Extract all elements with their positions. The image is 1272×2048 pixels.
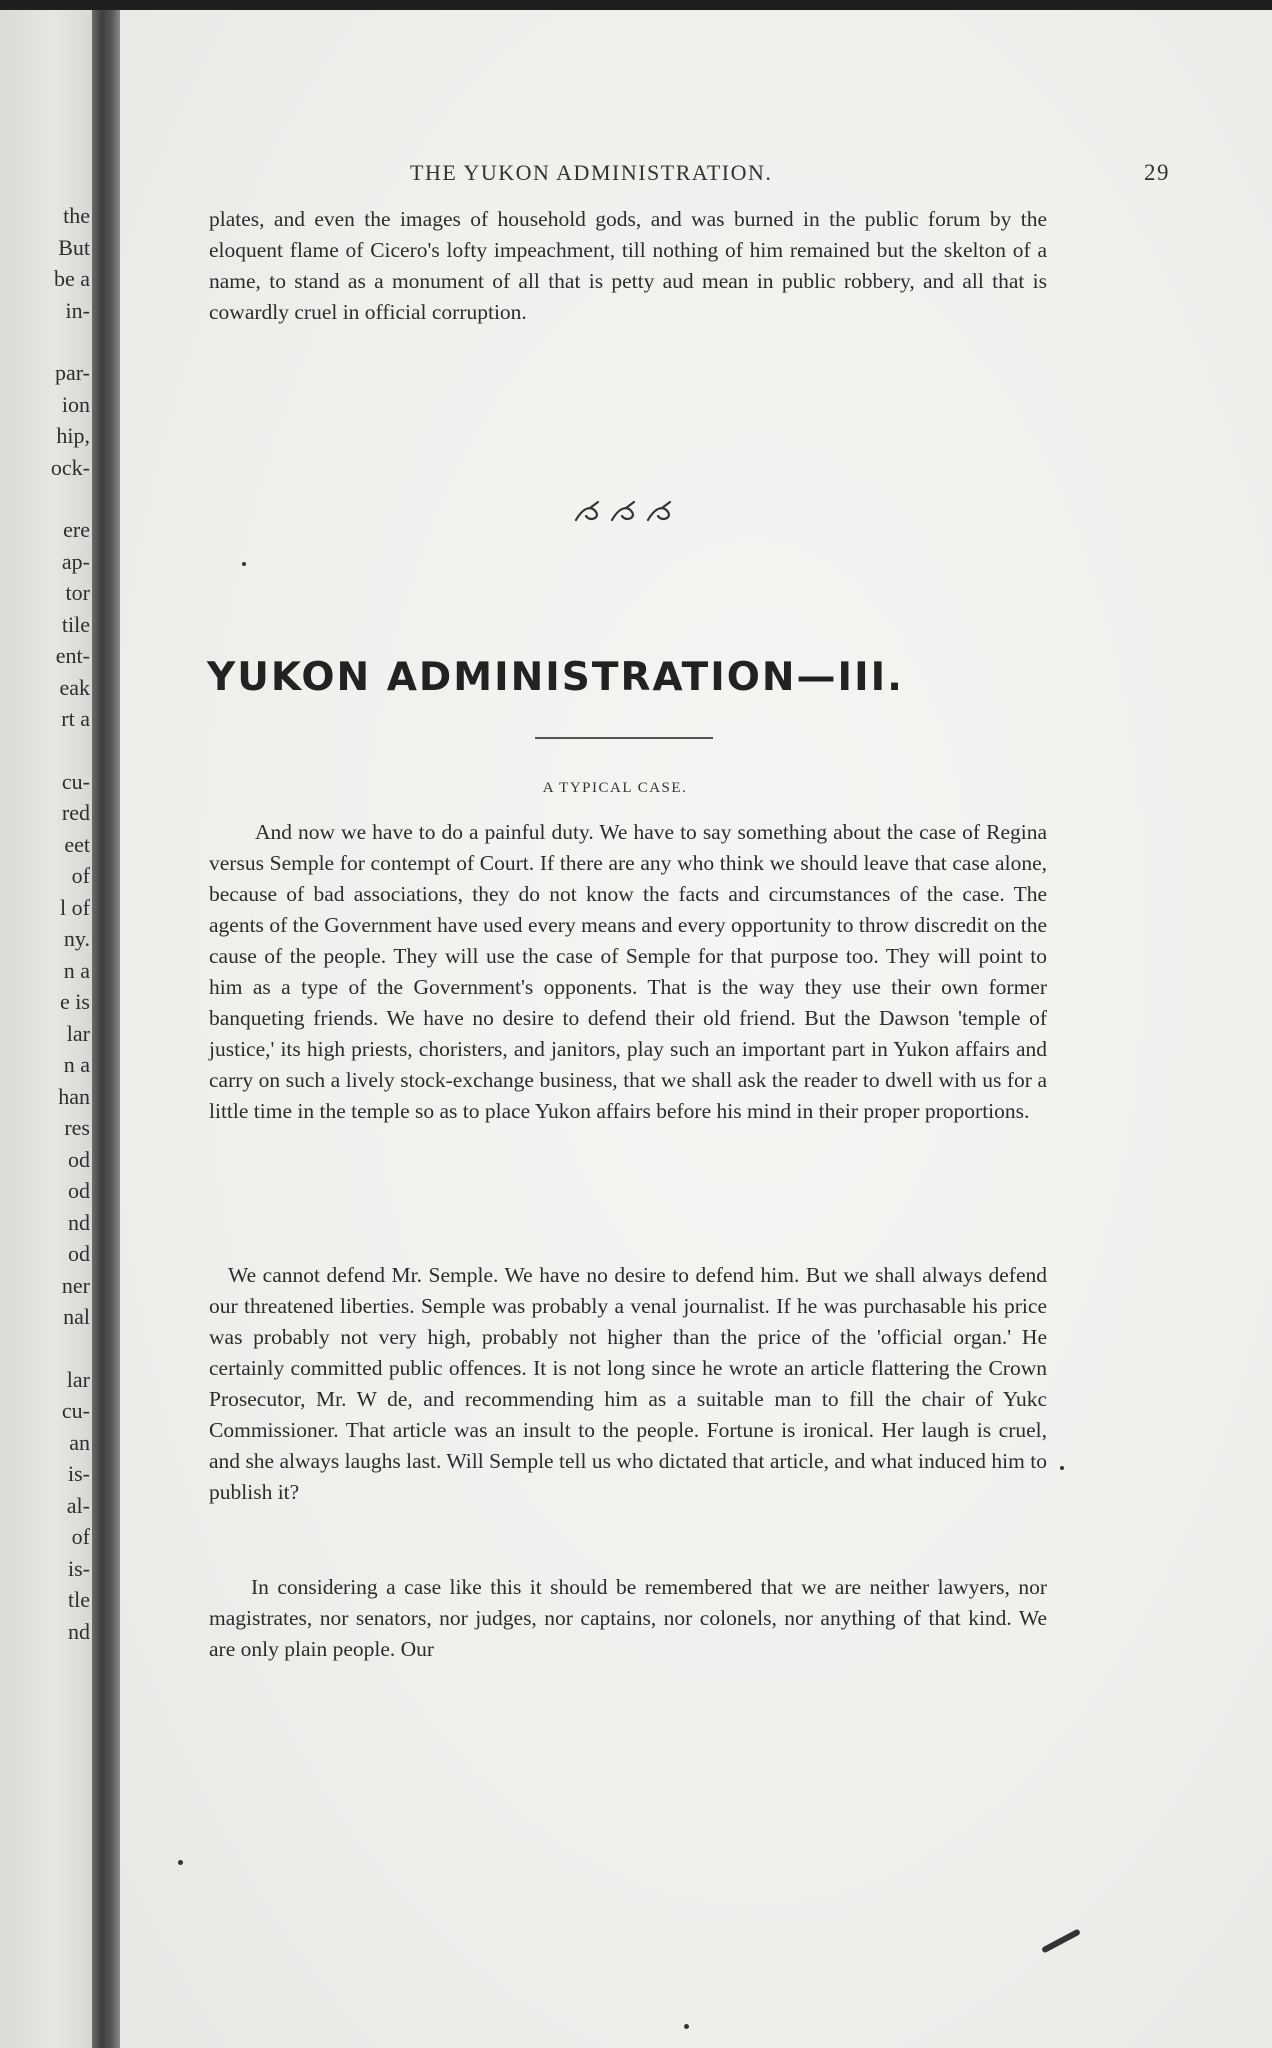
facing-page-fragment: n a (63, 957, 90, 983)
facing-page-fragment: is- (68, 1555, 90, 1581)
chapter-headline: YUKON ADMINISTRATION—III. (207, 655, 904, 700)
facing-page-fragment: ion (61, 391, 90, 417)
facing-page-fragment: od (68, 1241, 90, 1266)
facing-page-fragment: al- (66, 1492, 90, 1518)
facing-page-fragment: the (63, 203, 90, 228)
facing-page-fragment: l of (60, 894, 90, 920)
facing-page-fragment: an (69, 1429, 90, 1455)
ink-speck (1060, 1466, 1064, 1470)
facing-page-fragment: ock- (50, 454, 90, 480)
facing-page-fragment: res (64, 1115, 90, 1140)
facing-page-fragment: in- (65, 297, 90, 323)
facing-page-fragment: ny. (63, 926, 90, 951)
facing-page-fragment: tle (68, 1587, 90, 1612)
facing-page-fragment: nal (63, 1304, 90, 1329)
running-title: THE YUKON ADMINISTRATION. (410, 160, 773, 185)
facing-page-fragment: n a (63, 1052, 90, 1077)
facing-page-fragment: cu- (61, 1398, 90, 1423)
page-number: 29 (1144, 160, 1170, 185)
fleuron-ornament-icon (570, 498, 680, 528)
facing-page-fragment: lar (66, 1366, 90, 1392)
facing-page-fragment: of (71, 1524, 90, 1549)
facing-page-fragment: hip, (56, 423, 90, 448)
facing-page-fragment: ap- (61, 548, 90, 574)
body-paragraph-2: We cannot defend Mr. Semple. We have no desire to defend him. But we shall always defend our threatened liberties. Semple was probably a venal journalist. If he was purchasable his price was probably not very high, probably not higher than the price of the 'official organ.' He certainly committed public offences. It is not long since he wrote an article flattering the Crown Prosecutor, Mr. W de, and recommending him as a suitable man to fill the chair of Yukc Commissioner. That article was an insult to the people. Fortune is ironical. Her laugh is cruel, and she always laughs last. Will Semple tell us who dictated that article, and what induced him to publish it? (209, 1263, 1047, 1504)
facing-page-fragment: nd (68, 1618, 90, 1644)
facing-page-edge (0, 10, 92, 2048)
facing-page-fragment: rt a (61, 706, 90, 731)
body-paragraph-3: In considering a case like this it should be remembered that we are neither lawyers, nor magistrates, nor senators, nor judges, nor captains, nor colonels, nor anything of that kind. We are only plain people. Our (209, 1575, 1047, 1661)
facing-page-fragment: red (61, 800, 90, 825)
ink-speck (178, 1860, 183, 1865)
facing-page-fragment: ent- (55, 643, 90, 668)
facing-page-fragment: par- (55, 360, 90, 385)
body-paragraph-1: And now we have to do a painful duty. We have to say something about the case of Regina versus Semple for contempt of Court. If there are any who think we should leave that case alone, because of bad associations, they do not know the facts and circumstances of the case. The agents of the Government have used every means and every opportunity to throw discredit on the cause of the people. They will use the case of Semple for that purpose too. They will point to him as a type of the Government's opponents. That is the way they use their own former banqueting friends. We have no desire to defend their old friend. But the Dawson 'temple of justice,' its high priests, choristers, and janitors, play such an important part in Yukon affairs and carry on such a lively stock-exchange business, that we shall ask the reader to dwell with us for a little time in the temple so as to place Yukon affairs before his mind in their proper proportions. (209, 820, 1047, 1123)
ink-speck (242, 562, 246, 566)
facing-page-fragment: e is (60, 989, 90, 1014)
facing-page-fragment: od (68, 1178, 90, 1203)
facing-page-fragment: is- (68, 1461, 90, 1486)
facing-page-fragment: han (58, 1083, 90, 1109)
facing-page-fragment: cu- (61, 768, 90, 794)
facing-page-fragment: ner (61, 1272, 90, 1298)
top-border (0, 0, 1272, 10)
facing-page-fragment: of (71, 863, 90, 888)
book-spine-shadow (92, 10, 120, 2048)
intro-paragraph: plates, and even the images of household gods, and was burned in the public forum by the eloquent flame of Cicero's lofty impeachment, till nothing of him remained but the skelton of a name, to stand as a monument of all that is petty aud mean in public robbery, and all that is cowardly cruel in official corruption. (209, 207, 1047, 324)
headline-rule (535, 737, 713, 739)
facing-page-fragment: od (68, 1146, 90, 1172)
section-subheading: A TYPICAL CASE. (542, 780, 688, 796)
facing-page-fragment: be a (53, 266, 90, 291)
facing-page-fragment: eet (64, 831, 90, 857)
facing-page-fragment: lar (66, 1020, 90, 1046)
facing-page-fragment: tile (61, 611, 90, 637)
facing-page-fragment: But (58, 234, 90, 260)
facing-page-fragment: nd (68, 1209, 90, 1235)
facing-page-fragment: tor (65, 580, 90, 605)
facing-page-fragment: eak (59, 674, 90, 700)
facing-page-fragment: ere (63, 517, 90, 542)
ink-speck (684, 2024, 689, 2029)
